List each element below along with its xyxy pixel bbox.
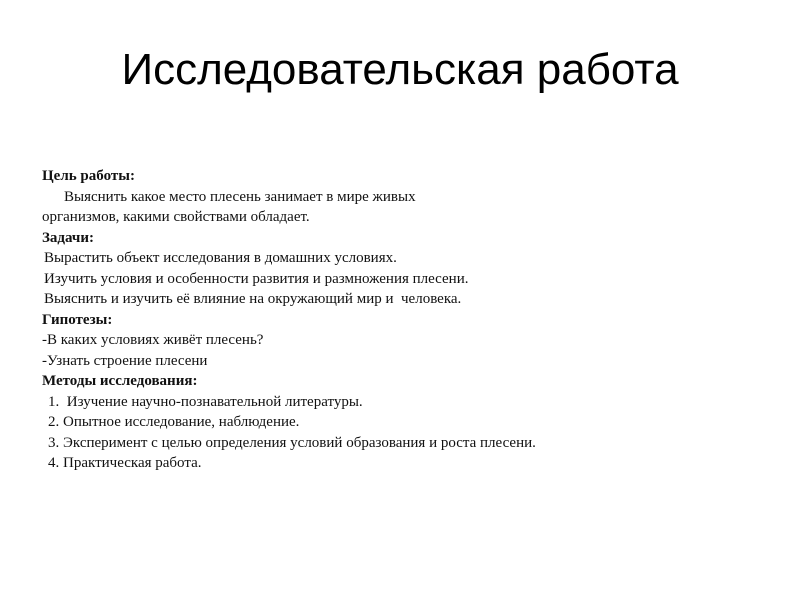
- method-item: 4. Практическая работа.: [48, 455, 202, 471]
- slide-title: Исследовательская работа: [121, 45, 679, 94]
- hypothesis-item: -В каких условиях живёт плесень?: [42, 332, 264, 348]
- hypothesis-item: -Узнать строение плесени: [42, 352, 208, 369]
- methods-heading: Методы исследования:: [42, 373, 198, 389]
- task-item: Вырастить объект исследования в домашних условиях.: [44, 250, 397, 266]
- task-item: Изучить условия и особенности развития и размножения плесени.: [44, 270, 469, 287]
- method-item: 3. Эксперимент с целью определения условий образования и роста плесени.: [48, 434, 536, 451]
- goal-text-line-2: организмов, какими свойствами обладает.: [42, 209, 310, 225]
- task-item: Выяснить и изучить её влияние на окружающий мир и человека.: [44, 291, 462, 307]
- tasks-heading: Задачи:: [42, 229, 95, 246]
- method-item: 2. Опытное исследование, наблюдение.: [48, 414, 300, 430]
- goal-text-line-1: Выяснить какое место плесень занимает в мире живых: [64, 188, 416, 205]
- hypothesis-heading: Гипотезы:: [42, 311, 113, 328]
- slide-body: [42, 166, 782, 474]
- goal-heading: Цель работы:: [42, 168, 135, 184]
- method-item: 1. Изучение научно-познавательной литературы.: [48, 393, 363, 410]
